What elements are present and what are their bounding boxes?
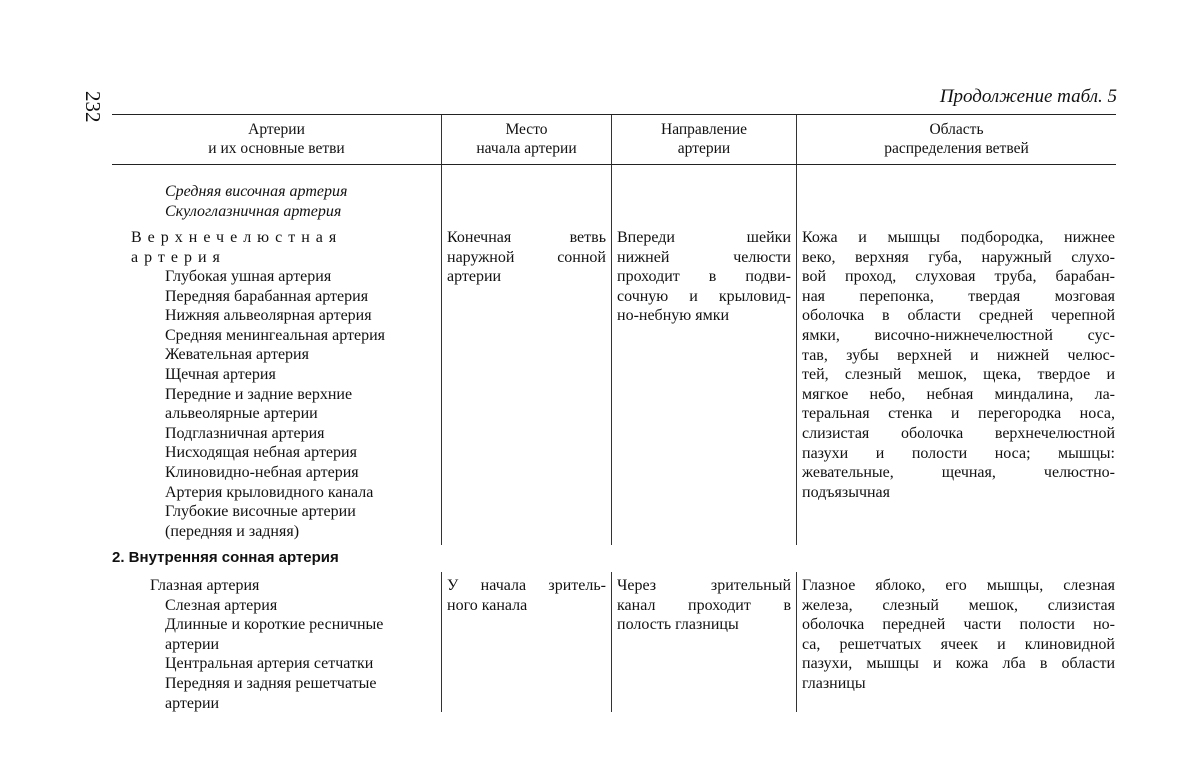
page-number: 232 [81, 91, 105, 123]
maxillary-area: Кожа и мышцы подбородка, нижнее веко, верхняя губа, наружный слухо- вой проход, слуховая труба, барабан- ная перепонка, твердая мозговая оболочка в области средней черепной ямки, височно-нижнечелюстной сус- тав, зубы верхней и нижней челюс- тей, слезный мешок, щека, твердое и мягкое небо, небная миндалина, ла- теральная стенка и перегородка носа, слизистая оболочка верхнечелюстной пазухи и полости носа; мышцы: жевательные, щечная, челюстно- подъязычная [802, 229, 1115, 501]
ophthalmic-area: Глазное яблоко, его мышцы, слезная железа, слезный мешок, слизистая оболочка передней части полости но- са, решетчатых ячеек и клиновидной пазухи, мышцы и кожа лба в области глазницы [802, 577, 1115, 692]
column-header-arteries: Артерии и их основные ветви [208, 121, 345, 157]
column-header-area: Область распределения ветвей [884, 121, 1029, 157]
column-header-direction: Направление артерии [661, 121, 747, 157]
column-divider [796, 572, 797, 712]
column-divider [611, 572, 612, 712]
maxillary-title: Верхнечелюстная артерия [131, 229, 343, 266]
table-top-rule [112, 114, 1116, 115]
ophthalmic-title: Глазная артерия [150, 577, 260, 594]
header-bottom-rule [112, 164, 1116, 165]
ophthalmic-branches: Слезная артерия Длинные и короткие ресничные артерии Центральная артерия сетчатки Передняя и задняя решетчатые артерии [165, 596, 384, 712]
column-divider [796, 165, 797, 545]
maxillary-origin: Конечная ветвь наружной сонной артерии [447, 229, 606, 286]
ophthalmic-origin: У начала зритель- ного канала [447, 577, 606, 614]
maxillary-branches: Глубокая ушная артерия Передняя барабанная артерия Нижняя альвеолярная артерия Средняя менингеальная артерия Жевательная артерия Щечная артерия Передние и задние верхние альвеолярные артерии Подглазничная артерия Нисходящая небная артерия Клиновидно-небная артерия Артерия крыловидного канала Глубокие височные артерии (передняя и задняя) [165, 268, 385, 540]
column-divider [611, 165, 612, 545]
section-heading-internal-carotid: 2. Внутренняя сонная артерия [112, 549, 339, 566]
column-divider [441, 572, 442, 712]
table-continuation-title: Продолжение табл. 5 [939, 86, 1117, 107]
maxillary-direction: Впереди шейки нижней челюсти проходит в подви- сочную и крыловид- но-небную ямки [617, 229, 791, 325]
column-header-origin: Место начала артерии [476, 121, 577, 157]
column-divider [441, 165, 442, 545]
top-branches: Средняя височная артерия Скулоглазничная артерия [165, 183, 348, 220]
ophthalmic-direction: Через зрительный канал проходит в полость глазницы [617, 577, 791, 634]
